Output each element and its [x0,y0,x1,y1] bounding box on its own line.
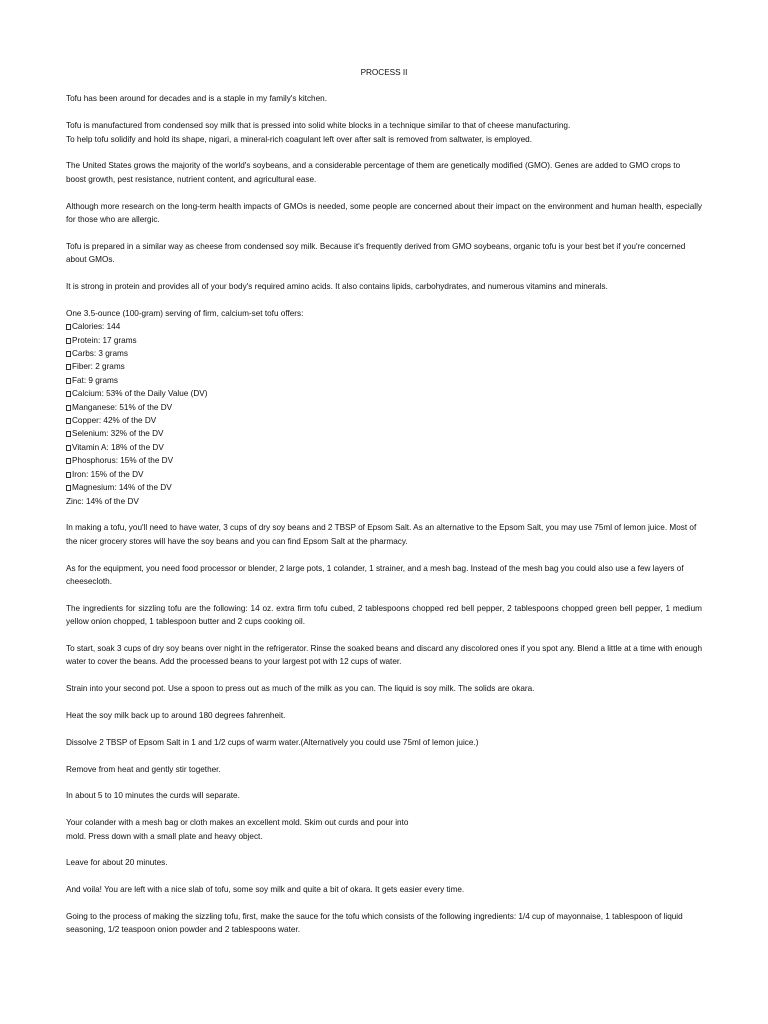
nutrition-item [66,360,702,373]
colander-line-1: Your colander with a mesh bag or cloth makes an excellent mold. Skim out curds and pour into [66,818,409,828]
nutrition-list [66,307,702,508]
manufacture-line-1: Tofu is manufactured from condensed soy milk that is pressed into solid white blocks in a technique similar to that of cheese manufacturing. [66,121,571,131]
nutrition-item [66,441,702,454]
missing-glyph-box-icon [66,445,71,451]
nutrition-item-text: Selenium: 32% of the DV [72,429,164,439]
nutrition-item [66,374,702,387]
nutrition-item-text: Fat: 9 grams [72,375,118,385]
nutrition-item-text: Phosphorus: 15% of the DV [72,456,174,466]
document-page [66,66,702,950]
missing-glyph-box-icon [66,338,71,344]
missing-glyph-box-icon [66,351,71,357]
nutrition-item-text: Iron: 15% of the DV [72,469,144,479]
protein-paragraph: It is strong in protein and provides all of your body's required amino acids. It also contains lipids, carbohydrates, and numerous vitamins and minerals. [66,282,608,292]
missing-glyph-box-icon [66,391,71,397]
nutrition-items [66,320,702,508]
nutrition-item [66,468,702,481]
equipment-paragraph: As for the equipment, you need food processor or blender, 2 large pots, 1 colander, 1 strainer, and a mesh bag. Instead of the mesh bag you could also use a few layers of cheesecloth. [66,563,684,586]
nutrition-item-text: Calcium: 53% of the Daily Value (DV) [72,389,208,399]
missing-glyph-box-icon [66,485,71,491]
nutrition-item [66,495,702,508]
nutrition-item-text: Copper: 42% of the DV [72,416,157,426]
nutrition-item [66,454,702,467]
organic-paragraph: Tofu is prepared in a similar way as cheese from condensed soy milk. Because it's frequently derived from GMO soybeans, organic tofu is your best bet if you're concerned about GMOs. [66,241,686,265]
curds-paragraph: In about 5 to 10 minutes the curds will separate. [66,791,240,801]
remove-paragraph: Remove from heat and gently stir together. [66,764,221,774]
nutrition-item-text: Vitamin A: 18% of the DV [72,442,164,452]
sauce-paragraph: Going to the process of making the sizzling tofu, first, make the sauce for the tofu which consists of the following ingredients: 1/4 cup of mayonnaise, 1 tablespoon of liquid seasoning, 1/2 teaspoon onion powder and 2 tablespoons water. [66,911,683,935]
missing-glyph-box-icon [66,431,71,437]
nutrition-item [66,481,702,494]
nutrition-item-text: Magnesium: 14% of the DV [72,483,172,493]
strain-paragraph: Strain into your second pot. Use a spoon to press out as much of the milk as you can. The liquid is soy milk. The solids are okara. [66,684,535,694]
voila-paragraph: And voila! You are left with a nice slab of tofu, some soy milk and quite a bit of okara. It gets easier every time. [66,885,465,895]
missing-glyph-box-icon [66,378,71,384]
colander-paragraph [66,816,702,843]
document-title: PROCESS II [360,68,408,77]
nutrition-item-text: Carbs: 3 grams [72,349,128,359]
nutrition-item-text: Calories: 144 [72,322,121,332]
missing-glyph-box-icon [66,418,71,424]
research-paragraph: Although more research on the long-term health impacts of GMOs is needed, some people are concerned about their impact on the environment and human health, especially for those who are allergic. [66,201,702,225]
missing-glyph-box-icon [66,364,71,370]
nutrition-item-text: Fiber: 2 grams [72,362,125,372]
manufacture-paragraph [66,119,702,146]
gmo-paragraph: The United States grows the majority of the world's soybeans, and a considerable percentage of them are genetically modified (GMO). Genes are added to GMO crops to boost growth, pest resistance, nutrient content, and agricultural ease. [66,161,681,184]
missing-glyph-box-icon [66,405,71,411]
nutrition-item [66,414,702,427]
making-paragraph: In making a tofu, you'll need to have water, 3 cups of dry soy beans and 2 TBSP of Epsom Salt. As an alternative to the Epsom Salt, you may use 75ml of lemon juice. Most of the nicer grocery stores will have the soy beans and you can find Epsom Salt at the pharmacy. [66,523,697,546]
nutrition-item [66,401,702,414]
missing-glyph-box-icon [66,472,71,478]
soak-paragraph: To start, soak 3 cups of dry soy beans over night in the refrigerator. Rinse the soaked beans and discard any discolored ones if you spot any. Blend a little at a time with enough water to cover the beans. Add the processed beans to your largest pot with 12 cups of water. [66,643,702,667]
nutrition-item-text: Manganese: 51% of the DV [72,402,173,412]
manufacture-line-2: To help tofu solidify and hold its shape, nigari, a mineral-rich coagulant left over after salt is removed from saltwater, is employed. [66,134,533,144]
dissolve-paragraph: Dissolve 2 TBSP of Epsom Salt in 1 and 1/2 cups of warm water.(Alternatively you could use 75ml of lemon juice.) [66,737,479,747]
nutrition-item [66,347,702,360]
nutrition-item [66,320,702,333]
nutrition-item-text: Zinc: 14% of the DV [66,496,139,506]
nutrition-item [66,334,702,347]
missing-glyph-box-icon [66,458,71,464]
ingredients-paragraph: The ingredients for sizzling tofu are the following: 14 oz. extra firm tofu cubed, 2 tablespoons chopped red bell pepper, 2 tablespoons chopped green bell pepper, 1 medium yellow onion chopped, 1 tablespoon butter and 2 cups cooking oil. [66,603,702,627]
colander-line-2: mold. Press down with a small plate and heavy object. [66,831,263,841]
leave-paragraph: Leave for about 20 minutes. [66,858,168,868]
serving-heading: One 3.5-ounce (100-gram) serving of firm, calcium-set tofu offers: [66,308,304,318]
missing-glyph-box-icon [66,324,71,330]
intro-paragraph: Tofu has been around for decades and is a staple in my family's kitchen. [66,94,327,104]
nutrition-item [66,387,702,400]
nutrition-item [66,427,702,440]
heat-paragraph: Heat the soy milk back up to around 180 degrees fahrenheit. [66,710,286,720]
nutrition-item-text: Protein: 17 grams [72,335,137,345]
